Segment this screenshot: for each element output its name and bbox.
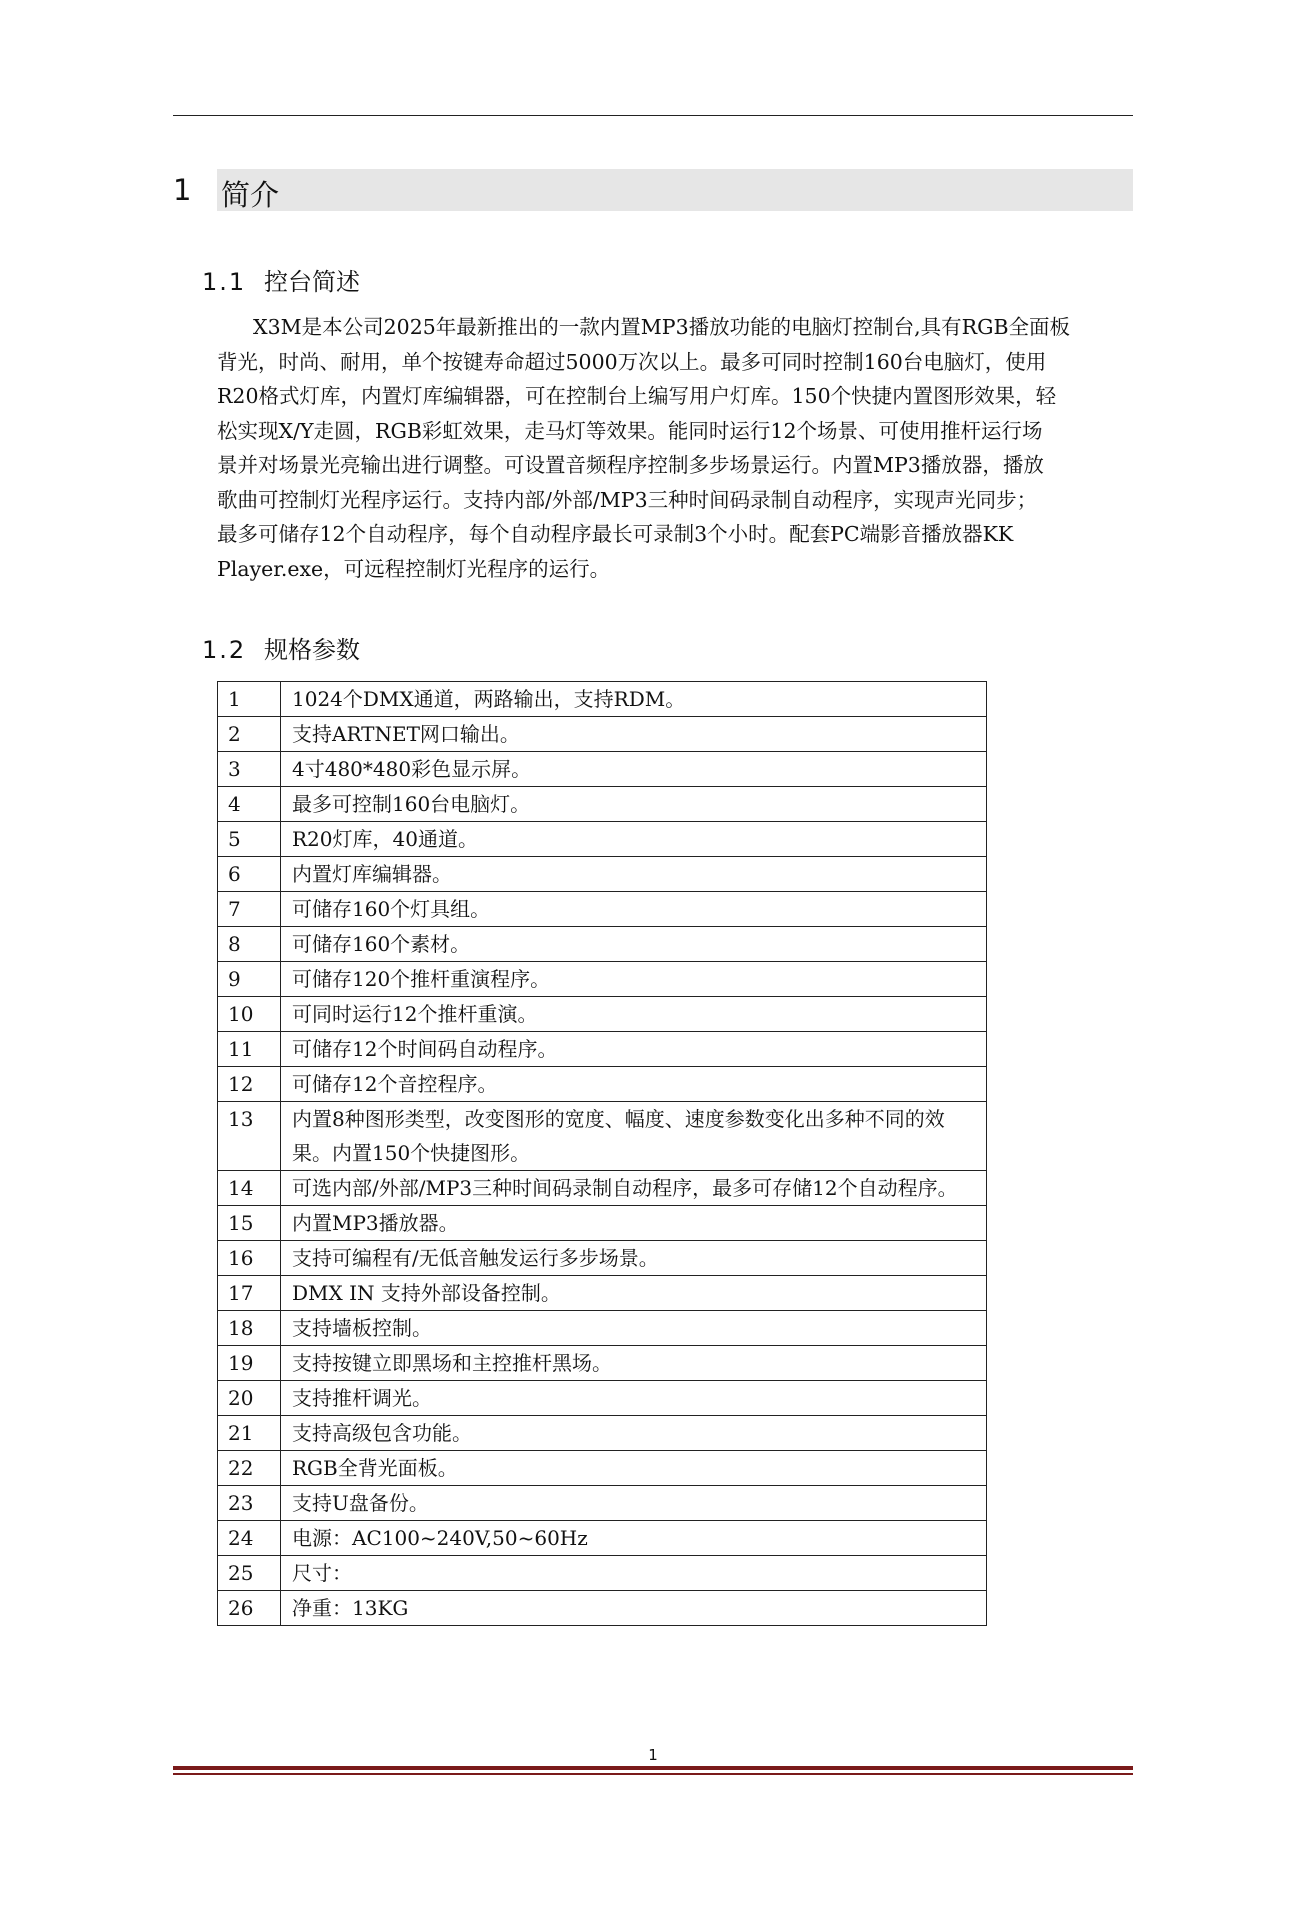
- spec-index: 12: [218, 1067, 281, 1102]
- spec-text: 可储存12个音控程序。: [281, 1067, 987, 1102]
- subsection-heading-specs: [202, 630, 360, 665]
- spec-text: DMX IN 支持外部设备控制。: [281, 1276, 987, 1311]
- spec-index: 22: [218, 1451, 281, 1486]
- table-row: [218, 997, 987, 1032]
- intro-line: 松实现X/Y走圆，RGB彩虹效果，走马灯等效果。能同时运行12个场景、可使用推杆运行场: [217, 418, 1043, 443]
- subsection-number: 1.2: [202, 636, 247, 664]
- spec-index: 5: [218, 822, 281, 857]
- spec-text: R20灯库，40通道。: [281, 822, 987, 857]
- table-row: [218, 1032, 987, 1067]
- spec-index: 23: [218, 1486, 281, 1521]
- footer-rule: [173, 1766, 1133, 1770]
- spec-text: 内置MP3播放器。: [281, 1206, 987, 1241]
- intro-line: R20格式灯库，内置灯库编辑器，可在控制台上编写用户灯库。150个快捷内置图形效果，轻: [217, 384, 1057, 408]
- header-rule: [173, 115, 1133, 116]
- spec-text: 支持可编程有/无低音触发运行多步场景。: [281, 1241, 987, 1276]
- table-row: [218, 752, 987, 787]
- table-row: [218, 1171, 987, 1206]
- table-row: [218, 1381, 987, 1416]
- intro-line: X3M是本公司2025年最新推出的一款内置MP3播放功能的电脑灯控制台,具有RGB全面板: [253, 315, 1071, 339]
- table-row: [218, 1206, 987, 1241]
- spec-text: 可储存120个推杆重演程序。: [281, 962, 987, 997]
- table-row: [218, 1521, 987, 1556]
- spec-index: 18: [218, 1311, 281, 1346]
- table-row: [218, 892, 987, 927]
- intro-line: 歌曲可控制灯光程序运行。支持内部/外部/MP3三种时间码录制自动程序，实现声光同步；: [217, 487, 1038, 512]
- table-row: [218, 1241, 987, 1276]
- spec-index: 14: [218, 1171, 281, 1206]
- table-row: [218, 822, 987, 857]
- table-row: [218, 787, 987, 822]
- table-row: [218, 1067, 987, 1102]
- intro-paragraph: [217, 310, 1131, 586]
- spec-text: 最多可控制160台电脑灯。: [281, 787, 987, 822]
- intro-line: Player.exe，可远程控制灯光程序的运行。: [217, 556, 611, 581]
- table-row: [218, 1451, 987, 1486]
- spec-index: 20: [218, 1381, 281, 1416]
- spec-index: 15: [218, 1206, 281, 1241]
- table-row: [218, 1556, 987, 1591]
- subsection-title: 规格参数: [264, 636, 360, 664]
- spec-text: 4寸480*480彩色显示屏。: [281, 752, 987, 787]
- table-row: [218, 717, 987, 752]
- spec-index: 17: [218, 1276, 281, 1311]
- spec-index: 1: [218, 682, 281, 717]
- spec-index: 7: [218, 892, 281, 927]
- section-number: 1: [173, 173, 192, 207]
- page-number: 1: [648, 1746, 658, 1764]
- table-row: [218, 1486, 987, 1521]
- spec-text: 支持U盘备份。: [281, 1486, 987, 1521]
- spec-text: 可储存12个时间码自动程序。: [281, 1032, 987, 1067]
- intro-line: 景并对场景光亮输出进行调整。可设置音频程序控制多步场景运行。内置MP3播放器，播放: [217, 453, 1044, 477]
- table-row: [218, 1311, 987, 1346]
- spec-text: 支持推杆调光。: [281, 1381, 987, 1416]
- table-row: [218, 962, 987, 997]
- subsection-title: 控台简述: [264, 268, 360, 296]
- table-row: [218, 857, 987, 892]
- spec-text: 支持按键立即黑场和主控推杆黑场。: [281, 1346, 987, 1381]
- spec-text: 内置灯库编辑器。: [281, 857, 987, 892]
- spec-text: 净重：13KG: [281, 1591, 987, 1626]
- spec-text: 尺寸：: [281, 1556, 987, 1591]
- spec-text: 可同时运行12个推杆重演。: [281, 997, 987, 1032]
- table-row: [218, 927, 987, 962]
- spec-text: 支持高级包含功能。: [281, 1416, 987, 1451]
- spec-index: 3: [218, 752, 281, 787]
- subsection-heading-overview: [202, 262, 360, 297]
- table-row: [218, 1416, 987, 1451]
- table-row: [218, 1346, 987, 1381]
- spec-table: [217, 681, 987, 1626]
- footer-rule-thin: [173, 1773, 1133, 1775]
- spec-index: 10: [218, 997, 281, 1032]
- spec-index: 4: [218, 787, 281, 822]
- spec-text: 内置8种图形类型，改变图形的宽度、幅度、速度参数变化出多种不同的效果。内置150个快捷图形。: [281, 1102, 987, 1171]
- intro-line: 最多可储存12个自动程序，每个自动程序最长可录制3个小时。配套PC端影音播放器KK: [217, 522, 1014, 546]
- spec-text: 支持ARTNET网口输出。: [281, 717, 987, 752]
- section-title: 简介: [221, 178, 280, 212]
- spec-index: 21: [218, 1416, 281, 1451]
- spec-index: 26: [218, 1591, 281, 1626]
- section-heading-band: [217, 169, 1133, 211]
- spec-text: 1024个DMX通道，两路输出，支持RDM。: [281, 682, 987, 717]
- spec-index: 16: [218, 1241, 281, 1276]
- table-row: [218, 1276, 987, 1311]
- spec-index: 25: [218, 1556, 281, 1591]
- table-row: [218, 1102, 987, 1171]
- spec-index: 6: [218, 857, 281, 892]
- spec-index: 13: [218, 1102, 281, 1171]
- spec-text: 可储存160个灯具组。: [281, 892, 987, 927]
- spec-index: 9: [218, 962, 281, 997]
- spec-index: 8: [218, 927, 281, 962]
- spec-index: 24: [218, 1521, 281, 1556]
- section-heading: [173, 169, 1133, 211]
- spec-text: 可储存160个素材。: [281, 927, 987, 962]
- spec-text: 电源：AC100~240V,50~60Hz: [281, 1521, 987, 1556]
- spec-index: 2: [218, 717, 281, 752]
- table-row: [218, 682, 987, 717]
- intro-line: 背光，时尚、耐用，单个按键寿命超过5000万次以上。最多可同时控制160台电脑灯，使用: [217, 349, 1047, 374]
- spec-text: 支持墙板控制。: [281, 1311, 987, 1346]
- spec-index: 19: [218, 1346, 281, 1381]
- spec-text: RGB全背光面板。: [281, 1451, 987, 1486]
- table-row: [218, 1591, 987, 1626]
- subsection-number: 1.1: [202, 268, 247, 296]
- spec-text: 可选内部/外部/MP3三种时间码录制自动程序，最多可存储12个自动程序。: [281, 1171, 987, 1206]
- spec-index: 11: [218, 1032, 281, 1067]
